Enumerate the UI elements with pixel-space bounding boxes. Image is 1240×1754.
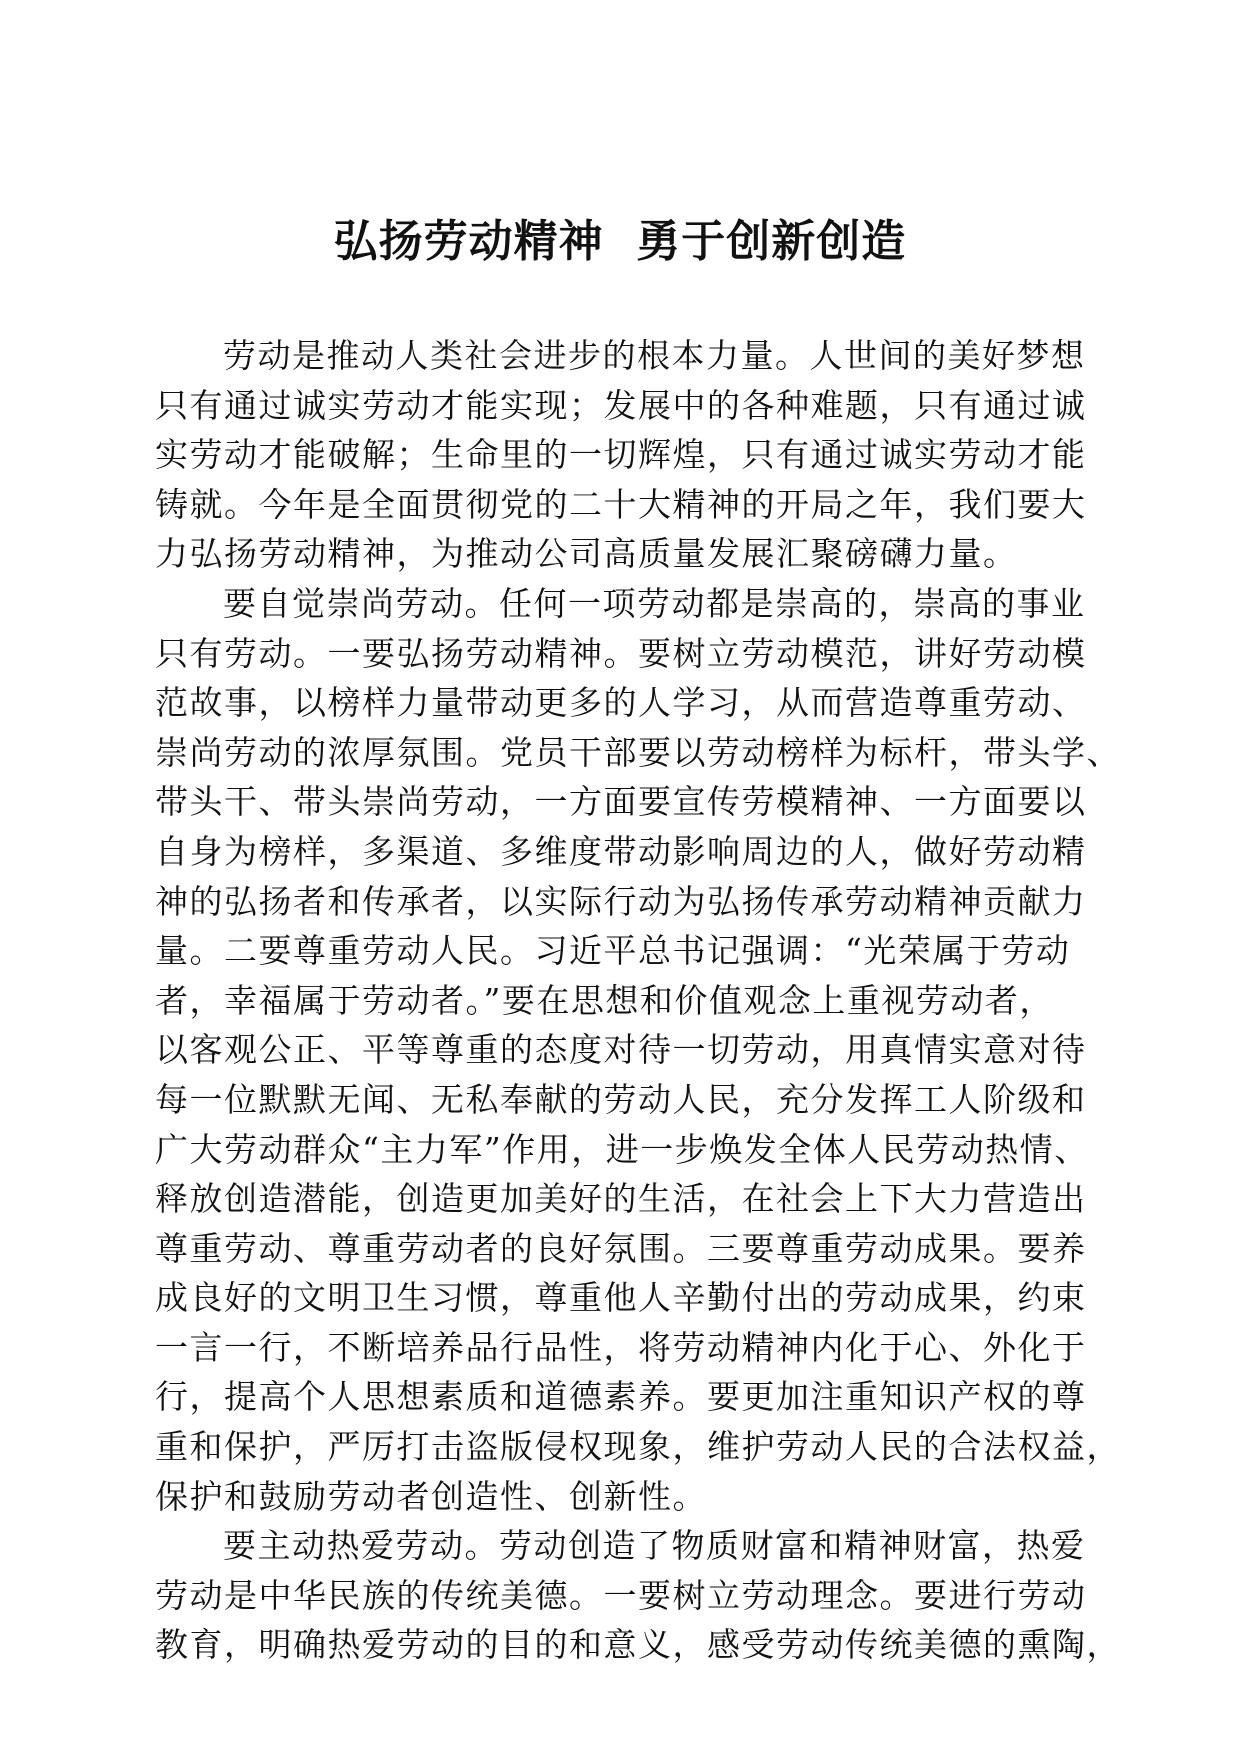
body-line: 铸就。今年是全面贯彻党的二十大精神的开局之年，我们要大 — [155, 484, 1087, 524]
body-line: 教育，明确热爱劳动的目的和意义，感受劳动传统美德的熏陶， — [155, 1625, 1121, 1665]
body-line: 神的弘扬者和传承者，以实际行动为弘扬传承劳动精神贡献力 — [155, 881, 1087, 921]
document-body — [155, 331, 1121, 1670]
body-line: 要自觉崇尚劳动。任何一项劳动都是崇高的，崇高的事业 — [223, 583, 1086, 623]
body-line: 只有通过诚实劳动才能实现；发展中的各种难题，只有通过诚 — [155, 385, 1087, 425]
body-line: 带头干、带头崇尚劳动，一方面要宣传劳模精神、一方面要以 — [155, 782, 1087, 822]
body-line: 行，提高个人思想素质和道德素养。要更加注重知识产权的尊 — [155, 1377, 1087, 1417]
body-line: 力弘扬劳动精神，为推动公司高质量发展汇聚磅礴力量。 — [155, 534, 1018, 574]
body-line: 范故事，以榜样力量带动更多的人学习，从而营造尊重劳动、 — [155, 683, 1087, 723]
body-line: 只有劳动。一要弘扬劳动精神。要树立劳动模范，讲好劳动模 — [155, 633, 1087, 673]
body-line: 成良好的文明卫生习惯，尊重他人辛勤付出的劳动成果，约束 — [155, 1278, 1087, 1318]
body-line: 劳动是中华民族的传统美德。一要树立劳动理念。要进行劳动 — [155, 1575, 1087, 1615]
body-line: 尊重劳动、尊重劳动者的良好氛围。三要尊重劳动成果。要养 — [155, 1228, 1087, 1268]
body-line: 劳动是推动人类社会进步的根本力量。人世间的美好梦想 — [223, 336, 1086, 375]
body-line: 每一位默默无闻、无私奉献的劳动人民，充分发挥工人阶级和 — [155, 1079, 1087, 1119]
body-line: 释放创造潜能，创造更加美好的生活，在社会上下大力营造出 — [155, 1179, 1087, 1219]
body-line: 一言一行，不断培养品行品性，将劳动精神内化于心、外化于 — [155, 1327, 1087, 1367]
body-line: 要主动热爱劳动。劳动创造了物质财富和精神财富，热爱 — [223, 1526, 1086, 1566]
body-line: 实劳动才能破解；生命里的一切辉煌，只有通过诚实劳动才能 — [155, 435, 1087, 475]
body-line: 量。二要尊重劳动人民。习近平总书记强调：“光荣属于劳动 — [155, 931, 1071, 971]
document-title: 弘扬劳动精神 勇于创新创造 — [333, 216, 907, 267]
body-line: 广大劳动群众“主力军”作用，进一步焕发全体人民劳动热情、 — [155, 1129, 1089, 1169]
body-line: 保护和鼓励劳动者创造性、创新性。 — [155, 1476, 707, 1516]
body-line: 自身为榜样，多渠道、多维度带动影响周边的人，做好劳动精 — [155, 831, 1087, 871]
body-line: 以客观公正、平等尊重的态度对待一切劳动，用真情实意对待 — [155, 1030, 1087, 1070]
body-line: 崇尚劳动的浓厚氛围。党员干部要以劳动榜样为标杆，带头学、 — [155, 732, 1121, 772]
body-line: 者，幸福属于劳动者。”要在思想和价值观念上重视劳动者， — [155, 980, 1054, 1020]
body-line: 重和保护，严厉打击盗版侵权现象，维护劳动人民的合法权益， — [155, 1427, 1121, 1467]
